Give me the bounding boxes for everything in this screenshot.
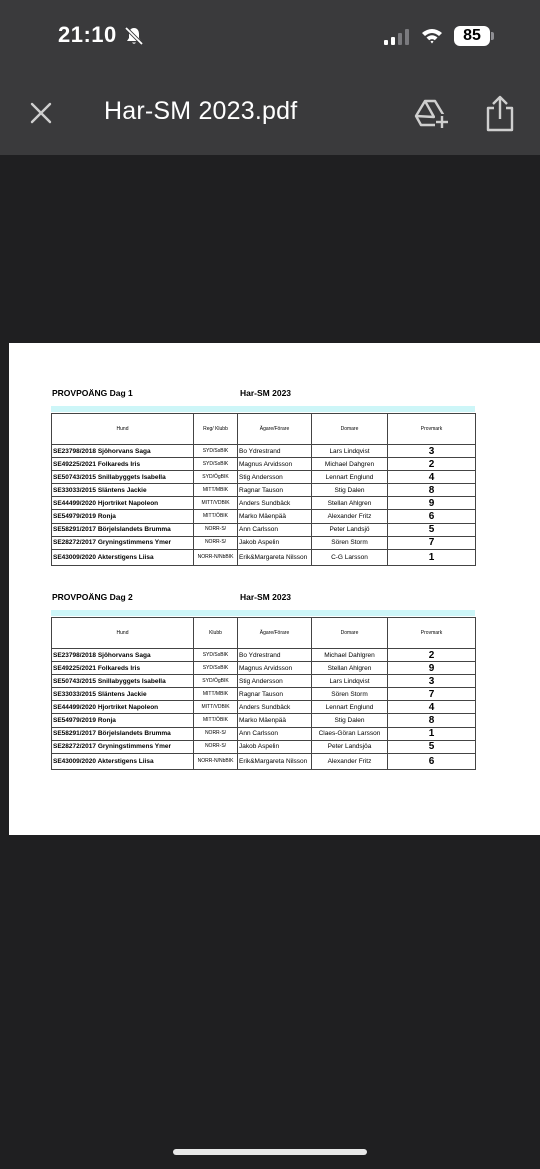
dog-cell: SE23798/2018 Sjöhorvans Saga [52, 649, 194, 662]
dog-cell: SE49225/2021 Folkareds Iris [52, 458, 194, 471]
owner-cell: Stig Andersson [238, 675, 312, 688]
dog-cell: SE44499/2020 Hjortriket Napoleon [52, 497, 194, 510]
table-row [52, 497, 476, 510]
add-to-drive-icon [413, 96, 449, 132]
day1-band [51, 406, 475, 412]
judge-cell: Peter Landsjöa [312, 740, 388, 753]
table-row [52, 753, 476, 769]
owner-cell: Erik&Margareta Nilsson [238, 549, 312, 565]
judge-cell: Alexander Fritz [312, 753, 388, 769]
table-row [52, 740, 476, 753]
score-cell: 4 [388, 471, 476, 484]
table-row [52, 649, 476, 662]
score-cell: 6 [388, 510, 476, 523]
owner-cell: Anders Sundbäck [238, 497, 312, 510]
column-header: Domare [312, 618, 388, 649]
owner-cell: Jakob Aspelin [238, 740, 312, 753]
top-toolbar [0, 0, 540, 155]
club-cell: SYD/SsBIK [194, 662, 238, 675]
table-row [52, 714, 476, 727]
day2-band [51, 610, 475, 616]
club-cell: NORR-S/ [194, 523, 238, 536]
column-header: Hund [52, 618, 194, 649]
club-cell: NORR-N/NbBIK [194, 549, 238, 565]
score-cell: 4 [388, 701, 476, 714]
club-cell: SYD/SsBIK [194, 445, 238, 458]
column-header: Ägare/Förare [238, 618, 312, 649]
day1-title: PROVPOÄNG Dag 1 [52, 388, 133, 398]
day2-title: PROVPOÄNG Dag 2 [52, 592, 133, 602]
score-cell: 6 [388, 753, 476, 769]
owner-cell: Jakob Aspelin [238, 536, 312, 549]
owner-cell: Anders Sundbäck [238, 701, 312, 714]
club-cell: SYD/SsBIK [194, 458, 238, 471]
score-cell: 2 [388, 458, 476, 471]
dog-cell: SE33033/2015 Släntens Jackie [52, 484, 194, 497]
judge-cell: Lars Lindqvist [312, 675, 388, 688]
dog-cell: SE28272/2017 Gryningstimmens Ymer [52, 740, 194, 753]
club-cell: MITT/ÖBIK [194, 510, 238, 523]
judge-cell: Stellan Ahlgren [312, 497, 388, 510]
judge-cell: Lennart Englund [312, 471, 388, 484]
battery-icon: 85 [454, 26, 490, 46]
judge-cell: Sören Storm [312, 688, 388, 701]
dog-cell: SE58291/2017 Börjelslandets Brumma [52, 523, 194, 536]
owner-cell: Magnus Arvidsson [238, 662, 312, 675]
close-button[interactable] [26, 98, 56, 128]
dog-cell: SE50743/2015 Snillabyggets Isabella [52, 675, 194, 688]
club-cell: MITT/MBIK [194, 484, 238, 497]
club-cell: NORR-S/ [194, 727, 238, 740]
pdf-page[interactable] [9, 343, 540, 835]
share-button[interactable] [483, 94, 517, 134]
club-cell: MITT/MBIK [194, 688, 238, 701]
share-icon [483, 94, 517, 134]
table-row [52, 727, 476, 740]
table-row [52, 549, 476, 565]
score-cell: 8 [388, 484, 476, 497]
table-row [52, 445, 476, 458]
club-cell: SYD/SsBIK [194, 649, 238, 662]
table-row [52, 662, 476, 675]
dog-cell: SE43009/2020 Akterstigens Liisa [52, 549, 194, 565]
table-row [52, 523, 476, 536]
table-row [52, 458, 476, 471]
score-cell: 1 [388, 727, 476, 740]
owner-cell: Bo Ydrestrand [238, 445, 312, 458]
judge-cell: C-G Larsson [312, 549, 388, 565]
judge-cell: Lennart Englund [312, 701, 388, 714]
judge-cell: Stig Dalen [312, 714, 388, 727]
table-row [52, 484, 476, 497]
judge-cell: Claes-Göran Larsson [312, 727, 388, 740]
add-to-drive-button[interactable] [413, 96, 449, 132]
day2-table [51, 617, 476, 770]
club-cell: MITT/ÖBIK [194, 714, 238, 727]
club-cell: SYD/ÖgBIK [194, 675, 238, 688]
score-cell: 2 [388, 649, 476, 662]
club-cell: NORR-S/ [194, 536, 238, 549]
score-cell: 5 [388, 523, 476, 536]
owner-cell: Erik&Margareta Nilsson [238, 753, 312, 769]
dog-cell: SE54979/2019 Ronja [52, 510, 194, 523]
owner-cell: Marko Mäenpää [238, 714, 312, 727]
column-header: Ägare/Förare [238, 414, 312, 445]
owner-cell: Stig Andersson [238, 471, 312, 484]
score-cell: 8 [388, 714, 476, 727]
owner-cell: Marko Mäenpää [238, 510, 312, 523]
score-cell: 7 [388, 536, 476, 549]
dog-cell: SE33033/2015 Släntens Jackie [52, 688, 194, 701]
home-indicator[interactable] [173, 1149, 367, 1155]
column-header: Provmark [388, 414, 476, 445]
dog-cell: SE49225/2021 Folkareds Iris [52, 662, 194, 675]
judge-cell: Lars Lindqvist [312, 445, 388, 458]
dog-cell: SE23798/2018 Sjöhorvans Saga [52, 445, 194, 458]
table-header-row [52, 414, 476, 445]
score-cell: 9 [388, 497, 476, 510]
owner-cell: Ann Carlsson [238, 523, 312, 536]
dog-cell: SE44499/2020 Hjortriket Napoleon [52, 701, 194, 714]
owner-cell: Ragnar Tauson [238, 688, 312, 701]
day1-event: Har-SM 2023 [240, 388, 292, 398]
table-row [52, 688, 476, 701]
judge-cell: Michael Dahgren [312, 458, 388, 471]
owner-cell: Ann Carlsson [238, 727, 312, 740]
table-header-row [52, 618, 476, 649]
club-cell: NORR-S/ [194, 740, 238, 753]
table-row [52, 675, 476, 688]
document-title: Har-SM 2023.pdf [104, 97, 298, 125]
owner-cell: Bo Ydrestrand [238, 649, 312, 662]
judge-cell: Stellan Ahlgren [312, 662, 388, 675]
dog-cell: SE54979/2019 Ronja [52, 714, 194, 727]
dog-cell: SE50743/2015 Snillabyggets Isabella [52, 471, 194, 484]
score-cell: 1 [388, 549, 476, 565]
owner-cell: Magnus Arvidsson [238, 458, 312, 471]
score-cell: 5 [388, 740, 476, 753]
column-header: Reg/ Klubb [194, 414, 238, 445]
judge-cell: Sören Storm [312, 536, 388, 549]
cellular-signal-icon [384, 29, 410, 50]
bell-slash-icon [124, 26, 144, 51]
table-row [52, 701, 476, 714]
table-row [52, 536, 476, 549]
table-row [52, 510, 476, 523]
club-cell: MITT/VDBIK [194, 701, 238, 714]
dog-cell: SE28272/2017 Gryningstimmens Ymer [52, 536, 194, 549]
club-cell: MITT/VDBIK [194, 497, 238, 510]
battery-tip [491, 32, 494, 40]
judge-cell: Peter Landsjö [312, 523, 388, 536]
column-header: Klubb [194, 618, 238, 649]
judge-cell: Stig Dalen [312, 484, 388, 497]
judge-cell: Michael Dahlgren [312, 649, 388, 662]
score-cell: 3 [388, 445, 476, 458]
wifi-icon [421, 27, 443, 50]
dog-cell: SE58291/2017 Börjelslandets Brumma [52, 727, 194, 740]
column-header: Provmark [388, 618, 476, 649]
dog-cell: SE43009/2020 Akterstigens Liisa [52, 753, 194, 769]
column-header: Domare [312, 414, 388, 445]
club-cell: SYD/ÖgBIK [194, 471, 238, 484]
close-icon [26, 98, 56, 128]
status-time: 21:10 [58, 22, 117, 47]
score-cell: 7 [388, 688, 476, 701]
day1-table [51, 413, 476, 566]
judge-cell: Alexander Fritz [312, 510, 388, 523]
score-cell: 9 [388, 662, 476, 675]
column-header: Hund [52, 414, 194, 445]
club-cell: NORR-N/NbBIK [194, 753, 238, 769]
day2-event: Har-SM 2023 [240, 592, 292, 602]
table-row [52, 471, 476, 484]
score-cell: 3 [388, 675, 476, 688]
owner-cell: Ragnar Tauson [238, 484, 312, 497]
